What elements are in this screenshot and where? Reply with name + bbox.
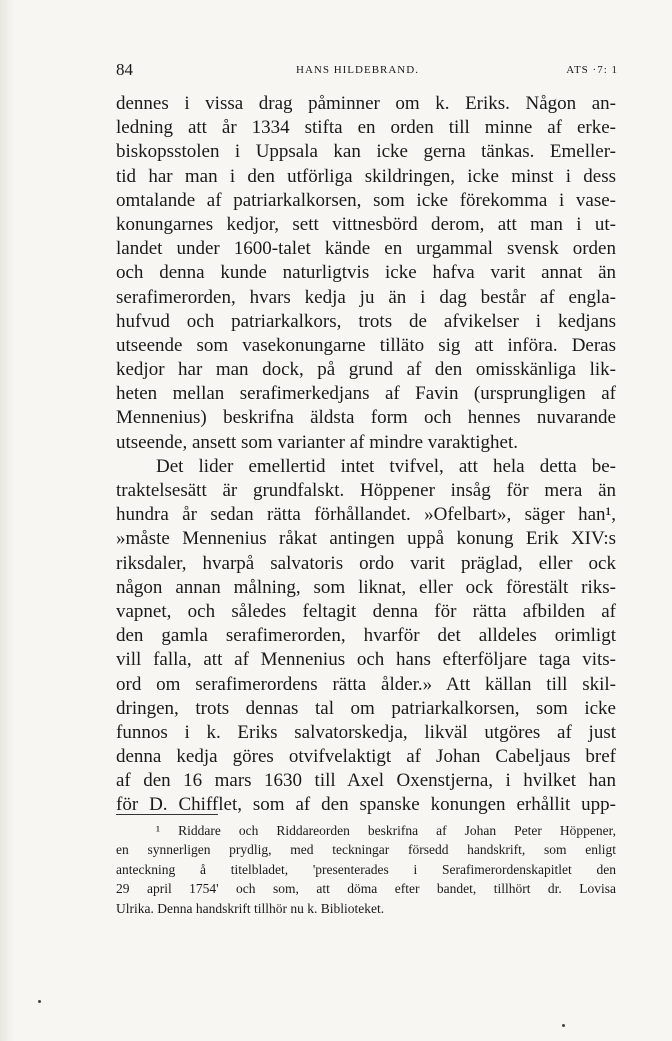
body-line: ledning att år 1334 stifta en orden till minne af erke-	[116, 117, 616, 139]
body-line: af den 16 mars 1630 till Axel Oxenstjerna, i hvilket han	[116, 770, 616, 792]
body-line: hundra år sedan rätta förhållandet. »Ofelbart», säger han¹,	[116, 504, 616, 526]
body-line: dringen, trots dennas tal om patriarkalkorsen, som icke	[116, 697, 616, 719]
signature-mark: ATS ·7: 1	[566, 64, 618, 76]
body-line: Mennenius) beskrifna äldsta form och hennes nuvarande	[116, 407, 616, 429]
page-edge-shadow	[0, 0, 14, 1041]
body-line: den gamla serafimerorden, hvarför det alldeles orimligt	[116, 625, 616, 647]
footnote-line: 29 april 1754' och som, att döma efter bandet, tillhört dr. Lovisa	[116, 881, 616, 897]
body-line: och denna kunde naturligtvis icke hafva varit annat än	[116, 262, 616, 284]
footnote-line: Ulrika. Denna handskrift tillhör nu k. Biblioteket.	[116, 900, 385, 916]
paper-speck	[38, 1000, 41, 1003]
footnote-line: anteckning å titelbladet, 'presenterades i Serafimerordenskapitlet den	[116, 861, 616, 877]
body-line: traktelsesätt är grundfalskt. Höppener insåg för mera än	[116, 480, 616, 501]
body-line: »måste Mennenius råkat antingen uppå konung Erik XIV:s	[116, 528, 616, 550]
body-line: dennes i vissa drag påminner om k. Eriks. Någon an-	[116, 93, 616, 114]
body-line: funnos i k. Eriks salvatorskedja, likväl utgöres af just	[116, 721, 616, 743]
body-line: tid har man i den utförliga skildringen, icke minst i dess	[116, 165, 616, 187]
body-line: kedjor har man dock, på grund af den omisskänliga lik-	[116, 359, 616, 381]
body-line: heten mellan serafimerkedjans af Favin (ursprungligen af	[116, 383, 616, 405]
footnote-line: en synnerligen prydlig, med teckningar försedd handskrift, som enligt	[116, 842, 616, 858]
body-line: för D. Chifflet, som af den spanske konungen erhållit upp-	[116, 794, 616, 816]
body-line: vill falla, att af Mennenius och hans efterföljare taga vits-	[116, 649, 616, 671]
body-line: Det lider emellertid intet tvifvel, att hela detta be-	[156, 455, 616, 477]
body-line: vapnet, och således feltagit denna för rätta afbilden af	[116, 600, 616, 622]
body-line: utseende, ansett som varianter af mindre varaktighet.	[116, 431, 519, 453]
running-head	[116, 60, 618, 84]
running-title: HANS HILDEBRAND.	[296, 64, 419, 76]
body-line: denna kedja göres otvifvelaktigt af Johan Cabeljaus bref	[116, 746, 616, 768]
body-line: utseende som vasekonungarne tilläto sig att införa. Deras	[116, 334, 616, 356]
body-line: landet under 1600-talet kände en urgammal svensk orden	[116, 238, 616, 260]
body-line: någon annan målning, som liknat, eller ock förestält riks-	[116, 576, 616, 598]
footnote	[116, 821, 616, 918]
body-line: riksdaler, hvarpå salvatoris ordo varit präglad, eller ock	[116, 552, 616, 574]
footnote-line: ¹ Riddare och Riddareorden beskrifna af Johan Peter Höppener,	[156, 823, 616, 838]
body-line: serafimerorden, hvars kedja ju än i dag består af engla-	[116, 286, 616, 308]
body-line: biskopsstolen i Uppsala kan icke gerna tänkas. Emeller-	[116, 141, 616, 163]
body-line: konungarnes kedjor, sett vittnesbörd derom, att man i ut-	[116, 213, 616, 235]
body-text	[116, 92, 616, 818]
page-number: 84	[116, 60, 133, 79]
body-line: hufvud och patriarkalkors, trots de afvikelser i kedjans	[116, 310, 616, 332]
footnote-rule	[116, 814, 218, 815]
body-line: omtalande af patriarkalkorsen, som icke förekomma i vase-	[116, 189, 616, 211]
paper-speck	[562, 1024, 565, 1027]
body-line: ord om serafimerordens rätta ålder.» Att källan till skil-	[116, 673, 616, 695]
